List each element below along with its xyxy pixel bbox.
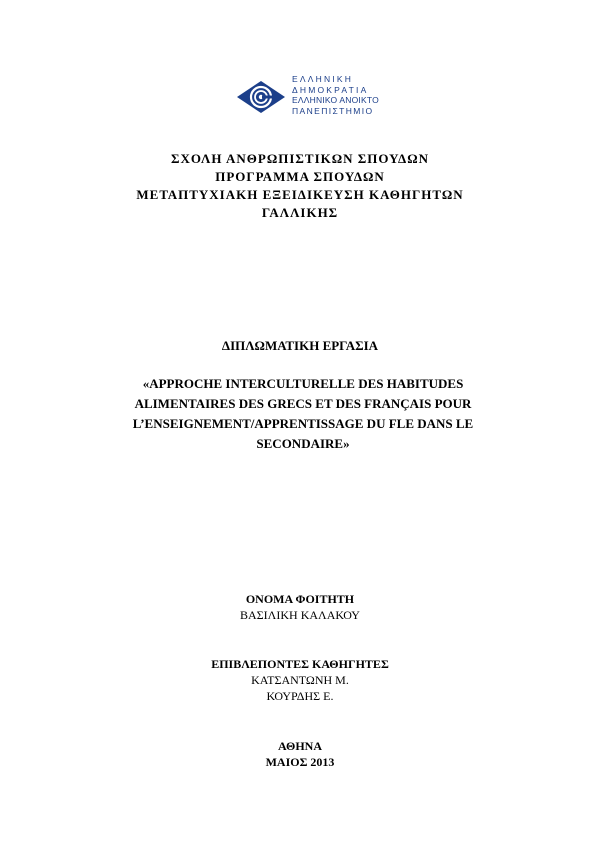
thesis-title: «APPROCHE INTERCULTURELLE DES HABITUDES ALIMENTAIRES DES GRECS ET DES FRANÇAIS POUR L’ENSEIGNEMENT/APPRENTISSAGE DU FLE DANS LE SECONDAIRE» (132, 376, 474, 451)
specialization-line-1: ΜΕΤΑΠΤΥΧΙΑΚΗ ΕΞΕΙΔΙΚΕΥΣΗ ΚΑΘΗΓΗΤΩΝ (136, 187, 464, 202)
supervisors-heading: ΕΠΙΒΛΕΠΟΝΤΕΣ ΚΑΘΗΓΗΤΕΣ (211, 657, 389, 671)
supervisor-name-1: ΚΑΤΣΑΝΤΩΝΗ Μ. (251, 673, 349, 687)
student-heading: ΟΝΟΜΑ ΦΟΙΤΗΤΗ (245, 592, 355, 606)
date: ΜΑΙΟΣ 2013 (265, 755, 335, 769)
supervisor-name-2: ΚΟΥΡΔΗΣ Ε. (266, 689, 334, 703)
footer-block (0, 738, 600, 770)
school-header (0, 150, 600, 222)
logo-line-4: ΠΑΝΕΠΙΣΤΗΜΙΟ (292, 105, 374, 116)
document-type: ΔΙΠΛΩΜΑΤΙΚΗ ΕΡΓΑΣΙΑ (221, 338, 379, 353)
supervisors-block (0, 656, 600, 704)
logo-line-1: ΕΛΛΗΝΙΚΗ (292, 74, 354, 84)
university-logo (236, 74, 396, 124)
specialization-line-2: ΓΑΛΛΙΚΗΣ (261, 205, 339, 220)
logo-text (292, 74, 379, 116)
school-name: ΣΧΟΛΗ ΑΝΘΡΩΠΙΣΤΙΚΩΝ ΣΠΟΥΔΩΝ (170, 151, 430, 166)
city: ΑΘΗΝΑ (278, 739, 322, 753)
logo-line-2: ΔΗΜΟΚΡΑΤΙΑ (292, 84, 369, 95)
student-block (0, 591, 600, 623)
university-emblem-icon (236, 80, 286, 114)
student-name: ΒΑΣΙΛΙΚΗ ΚΑΛΑΚΟΥ (240, 608, 360, 622)
logo-line-3: ΕΛΛΗΝΙΚΟ ΑΝΟΙΚΤΟ (292, 95, 379, 105)
program-name: ΠΡΟΓΡΑΜΜΑ ΣΠΟΥΔΩΝ (215, 169, 385, 184)
